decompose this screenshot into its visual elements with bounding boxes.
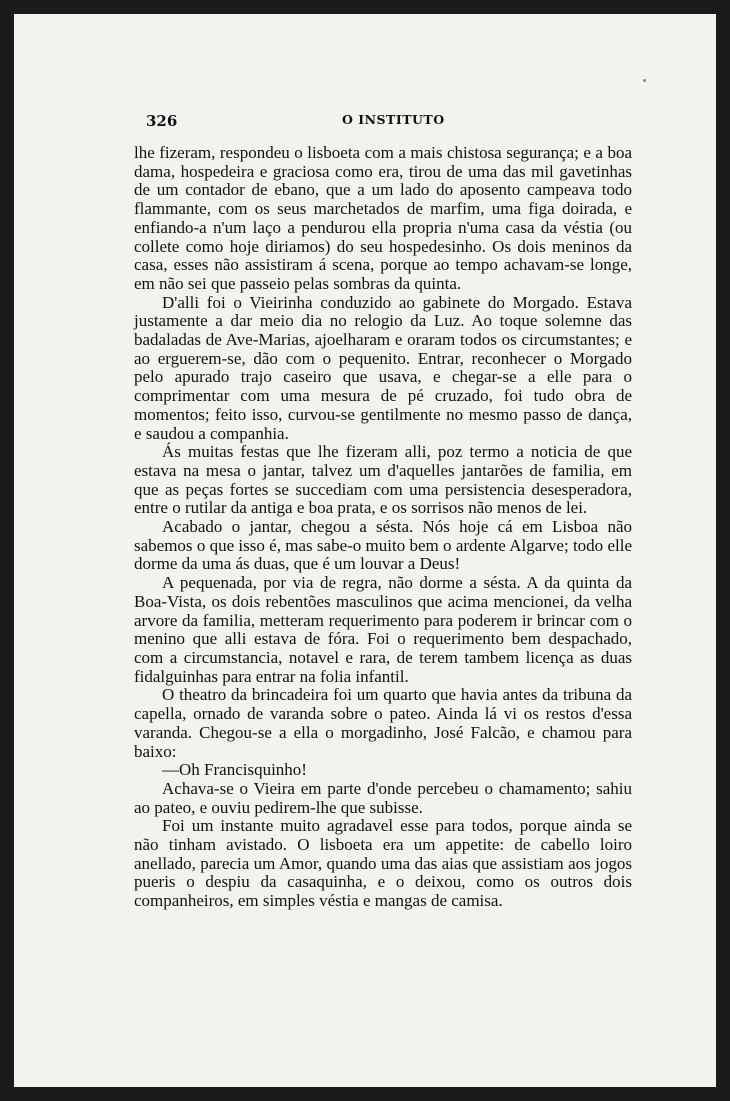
paragraph: Foi um instante muito agradavel esse para todos, porque ainda se não tinham avistado. O lisboeta era um appetite: de cabello loiro anellado, parecia um Amor, quando uma das aias que assistiam aos jogos pueris o despiu da casaquinha, e o deixou, como os outros dois companheiros, em simples véstia e mangas de camisa. (134, 816, 632, 911)
paragraph: D'alli foi o Vieirinha conduzido ao gabinete do Morgado. Estava justamente a dar meio dia no relogio da Luz. Ao toque solemne das badaladas de Ave-Marias, ajoelharam e oraram todos os circumstantes; e ao erguerem-se, dão com o pequenito. Entrar, reconhecer o Morgado pelo apurado trajo caseiro que usava, e chegar-se a elle para o comprimentar com uma mesura de pé cruzado, foi tudo obra de momentos; feito isso, curvou-se gentilmente no mesmo passo de dança, e saudou a companhia. (134, 292, 632, 443)
paragraph: Achava-se o Vieira em parte d'onde percebeu o chamamento; sahiu ao pateo, e ouviu pedirem-lhe que subisse. (134, 778, 632, 817)
paragraph: A pequenada, por via de regra, não dorme a sésta. A da quinta da Boa-Vista, os dois rebentões masculinos que acima mencionei, da velha arvore da familia, metteram requerimento para poderem ir brincar com o menino que alli estava de fóra. Foi o requerimento bem despachado, com a circumstancia, notavel e rara, de terem tambem licença as duas fidalguinhas para entrar na folia infantil. (134, 573, 632, 686)
body-text (134, 144, 632, 911)
paper-speck (643, 79, 646, 82)
book-page (14, 14, 716, 1087)
dialogue-line: —Oh Francisquinho! (162, 760, 307, 780)
running-title: O INSTITUTO (342, 112, 445, 127)
paragraph: lhe fizeram, respondeu o lisboeta com a mais chistosa segurança; e a boa dama, hospedeira e graciosa como era, tirou de uma das mil gavetinhas de um contador de ebano, que a um lado do aposento campeava todo flammante, com os seus marchetados de marfim, uma figa doirada, e enfiando-a n'um laço a pendurou ella propria n'uma casa da véstia (ou collete como hoje diriamos) do seu hospedesinho. Os dois meninos da casa, esses não assistiram á scena, porque ao tempo achavam-se longe, em não sei que passeio pelas sombras da quinta. (134, 143, 632, 293)
paragraph: O theatro da brincadeira foi um quarto que havia antes da tribuna da capella, ornado de varanda sobre o pateo. Ainda lá vi os restos d'essa varanda. Chegou-se a ella o morgadinho, José Falcão, e chamou para baixo: (134, 685, 632, 761)
paragraph: Acabado o jantar, chegou a sésta. Nós hoje cá em Lisboa não sabemos o que isso é, mas sabe-o muito bem o ardente Algarve; todo elle dorme da uma ás duas, que é um louvar a Deus! (134, 517, 632, 574)
page-header (146, 112, 636, 132)
paragraph: Ás muitas festas que lhe fizeram alli, poz termo a noticia de que estava na mesa o jantar, talvez um d'aquelles jantarões de familia, em que as peças fortes se succediam com uma persistencia desesperadora, entre o rutilar da antiga e boa prata, e os sorrisos não menos de lei. (134, 442, 632, 518)
page-number: 326 (146, 112, 178, 130)
